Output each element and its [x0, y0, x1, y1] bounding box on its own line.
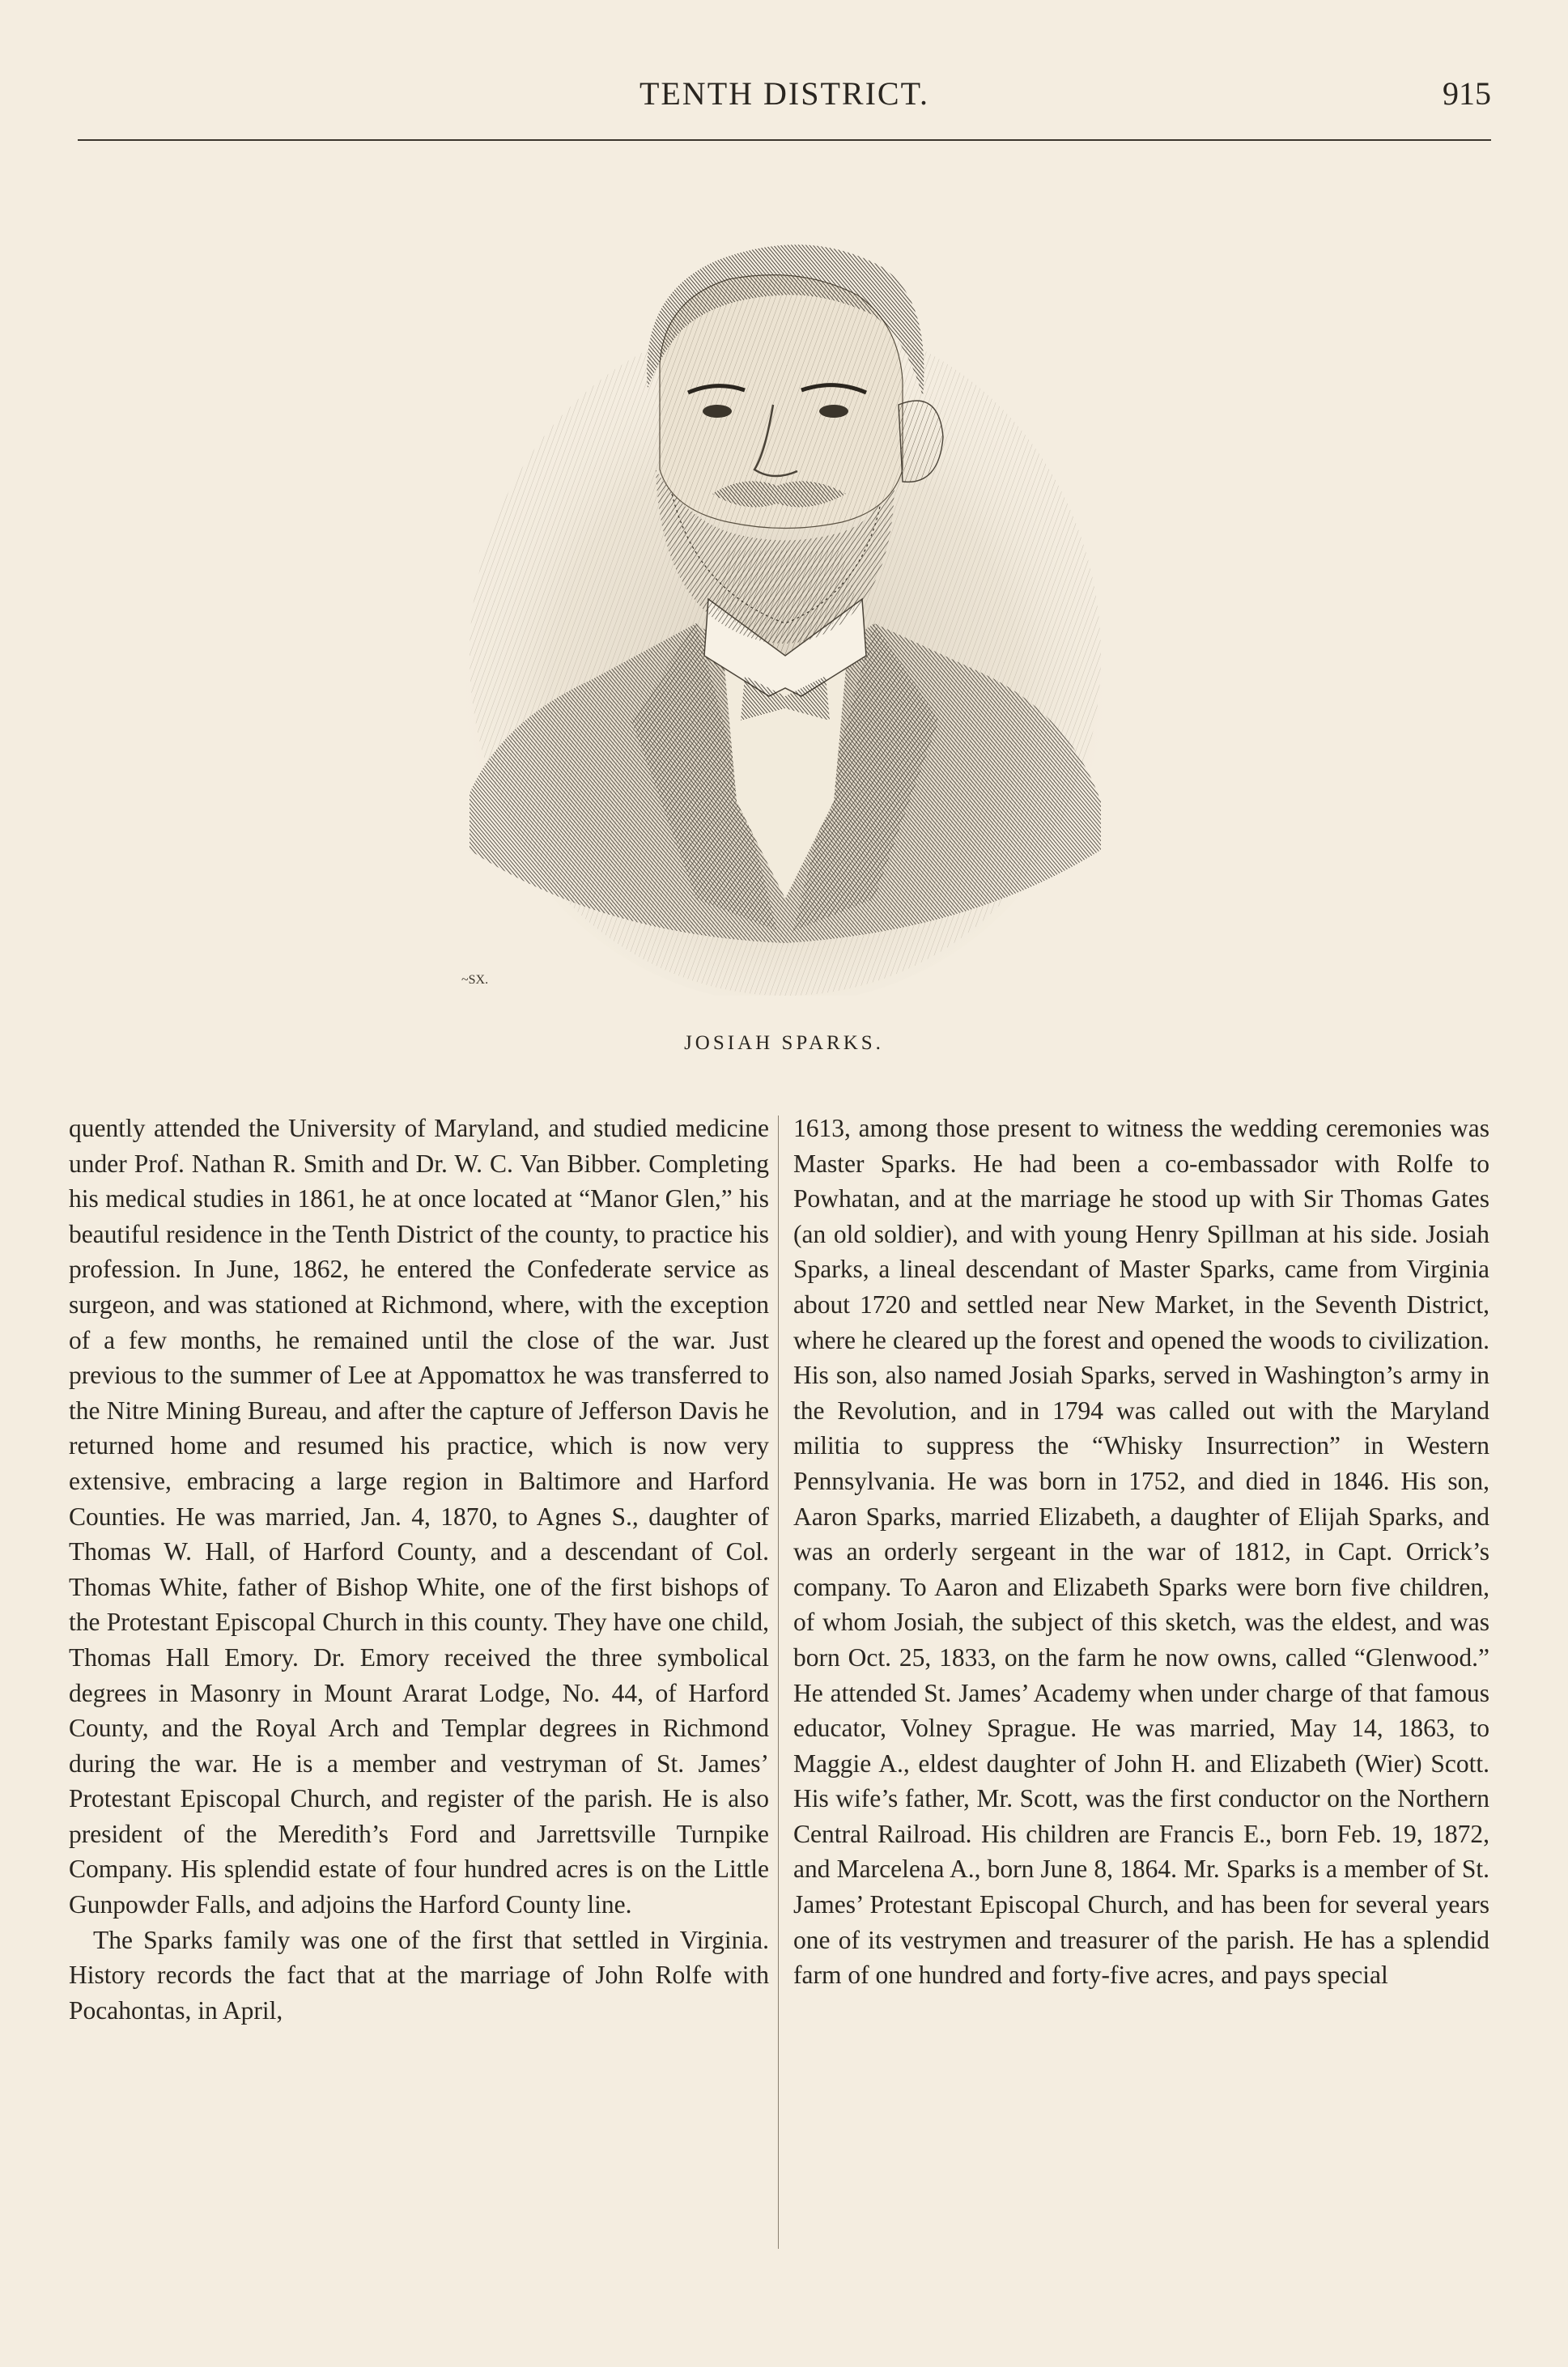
left-paragraph-1: quently attended the University of Maryland, and studied medicine under Prof. Nathan R. Smith and Dr. W. C. Van Bibber. Completing his medical studies in 1861, he at once located at “Manor Glen,” his beautiful residence in the Tenth District of the county, to practice his profession. In June, 1862, he entered the Confederate service as surgeon, and was stationed at Richmond, where, with the exception of a few months, he remained until the close of the war. Just previous to the summer of Lee at Appomattox he was transferred to the Nitre Mining Bureau, and after the capture of Jefferson Davis he returned home and resumed his practice, which is now very extensive, embracing a large region in Baltimore and Harford Counties. He was married, Jan. 4, 1870, to Agnes S., daughter of Thomas W. Hall, of Harford County, and a descendant of Col. Thomas White, father of Bishop White, one of the first bishops of the Protestant Episcopal Church in this county. They have one child, Thomas Hall Emory. Dr. Emory received the three symbolical degrees in Masonry in Mount Ararat Lodge, No. 44, of Harford County, and the Royal Arch and Templar degrees in Richmond during the war. He is a member and vestryman of St. James’ Protestant Episcopal Church, and register of the parish. He is also president of the Meredith’s Ford and Jarrettsville Turnpike Company. His splendid estate of four hundred acres is on the Little Gunpowder Falls, and adjoins the Harford County line.: [69, 1114, 769, 1919]
running-head: [78, 74, 1491, 123]
engraver-mark: ~SX.: [461, 973, 489, 987]
running-title: TENTH DISTRICT.: [639, 75, 930, 112]
left-paragraph-2: The Sparks family was one of the first that settled in Virginia. History records the fact that at the marriage of John Rolfe with Pocahontas, in April,: [69, 1925, 769, 2025]
right-paragraph-1: 1613, among those present to witness the wedding ceremonies was Master Sparks. He had been a co-embassador with Rolfe to Powhatan, and at the marriage he stood up with Sir Thomas Gates (an old soldier), and with young Henry Spillman at his side. Josiah Sparks, a lineal descendant of Master Sparks, came from Virginia about 1720 and settled near New Market, in the Seventh District, where he cleared up the forest and opened the woods to civilization. His son, also named Josiah Sparks, served in Washington’s army in the Revolution, and in 1794 was called out with the Maryland militia to suppress the “Whisky Insurrection” in Western Pennsylvania. He was born in 1752, and died in 1846. His son, Aaron Sparks, married Elizabeth, a daughter of Elijah Sparks, and was an orderly sergeant in the war of 1812, in Capt. Orrick’s company. To Aaron and Elizabeth Sparks were born five children, of whom Josiah, the subject of this sketch, was the eldest, and was born Oct. 25, 1833, on the farm he now owns, called “Glenwood.” He attended St. James’ Academy when under charge of that famous educator, Volney Sprague. He was married, May 14, 1863, to Maggie A., eldest daughter of John H. and Elizabeth (Wier) Scott. His wife’s father, Mr. Scott, was the first conductor on the Northern Central Railroad. His children are Francis E., born Feb. 19, 1872, and Marcelena A., born June 8, 1864. Mr. Sparks is a member of St. James’ Protestant Episcopal Church, and has been for several years one of its vestrymen and treasurer of the parish. He has a splendid farm of one hundred and forty-five acres, and pays special: [793, 1114, 1489, 1990]
left-column: [69, 1111, 769, 2028]
header-rule: [78, 139, 1491, 141]
portrait-engraving: [453, 202, 1117, 996]
column-divider: [778, 1116, 779, 2249]
portrait-caption: JOSIAH SPARKS.: [684, 1032, 884, 1054]
right-column: [793, 1111, 1489, 1993]
portrait-illustration: [453, 202, 1117, 996]
page-number: 915: [1443, 75, 1491, 112]
